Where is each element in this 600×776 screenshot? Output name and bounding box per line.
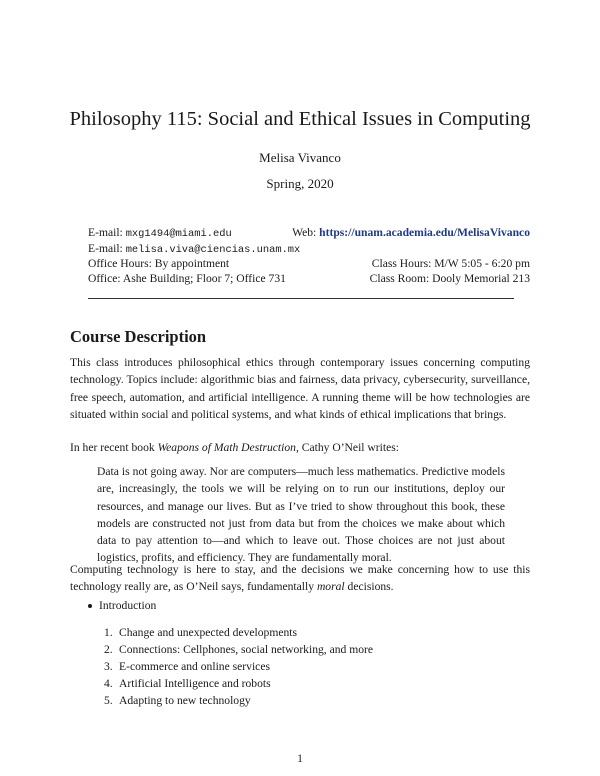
section-heading-course-description: Course Description bbox=[70, 327, 207, 346]
course-description-paragraph: This class introduces philosophical ethics through contemporary issues concerning computing technology. Topics include: algorithmic bias and fairness, data privacy, cybersecurity, surveillance, free speech, automation, and artificial intelligence. A running theme will be how technologies are situated within social and political systems, and what kinds of ethical implications that brings. bbox=[70, 356, 530, 421]
page-title: Philosophy 115: Social and Ethical Issues in Computing bbox=[69, 108, 531, 130]
info-row-4 bbox=[88, 272, 530, 288]
info-row-3 bbox=[88, 257, 530, 273]
quote-intro-paragraph bbox=[70, 439, 530, 456]
author-name: Melisa Vivanco bbox=[259, 150, 341, 165]
list-item: 5. Adapting to new technology bbox=[104, 694, 251, 707]
office-location: Office: Ashe Building; Floor 7; Office 731 bbox=[88, 272, 286, 285]
email-secondary-value[interactable]: melisa.viva@ciencias.unam.mx bbox=[125, 244, 301, 256]
bullet-icon bbox=[88, 604, 92, 608]
quote-intro-text-end: , Cathy O’Neil writes: bbox=[295, 441, 399, 454]
quote-intro-text: In her recent book bbox=[70, 441, 158, 454]
email-primary-value[interactable]: mxg1494@miami.edu bbox=[125, 228, 232, 240]
block-quote: Data is not going away. Nor are computers—much less mathematics. Predictive models are, increasingly, the tools we will be relying on to run our institutions, deploy our resources, and manage our lives. But as I’ve tried to show throughout this book, these models are constructed not just from data but from the choices we make about which data to pay attention to—and which to leave out. Those choices are not just about logistics, profits, and efficiency. They are fundamentally moral. bbox=[97, 465, 505, 565]
list-item: 3. E-commerce and online services bbox=[104, 660, 270, 673]
page-number: 1 bbox=[297, 752, 303, 765]
class-room: Class Room: Dooly Memorial 213 bbox=[369, 272, 530, 285]
book-title: Weapons of Math Destruction bbox=[157, 441, 296, 454]
conclusion-text: Computing technology is here to stay, and the decisions we make concerning how to use this technology really are, as O’Neil says, fundamentally bbox=[70, 563, 530, 594]
info-row-2 bbox=[88, 242, 530, 258]
list-item: 4. Artificial Intelligence and robots bbox=[104, 677, 271, 690]
email-primary bbox=[88, 226, 232, 240]
web-label: Web: bbox=[292, 226, 317, 239]
info-row-1 bbox=[88, 226, 530, 242]
conclusion-text-end: decisions. bbox=[344, 580, 394, 594]
email-secondary bbox=[88, 242, 300, 256]
email-label: E-mail: bbox=[88, 226, 123, 239]
outline-bullet-introduction bbox=[88, 599, 156, 612]
term: Spring, 2020 bbox=[266, 176, 334, 191]
web-field bbox=[292, 226, 530, 239]
emphasis-moral: moral bbox=[316, 580, 345, 594]
list-item: 1. Change and unexpected developments bbox=[104, 626, 298, 639]
office-hours: Office Hours: By appointment bbox=[88, 257, 230, 270]
class-hours: Class Hours: M/W 5:05 - 6:20 pm bbox=[371, 257, 530, 270]
divider bbox=[88, 298, 514, 299]
conclusion-paragraph bbox=[70, 561, 530, 596]
web-link[interactable]: https://unam.academia.edu/MelisaVivanco bbox=[319, 226, 530, 239]
bullet-label: Introduction bbox=[99, 599, 157, 612]
email-label-2: E-mail: bbox=[88, 242, 123, 255]
list-item: 2. Connections: Cellphones, social networking, and more bbox=[104, 643, 374, 656]
